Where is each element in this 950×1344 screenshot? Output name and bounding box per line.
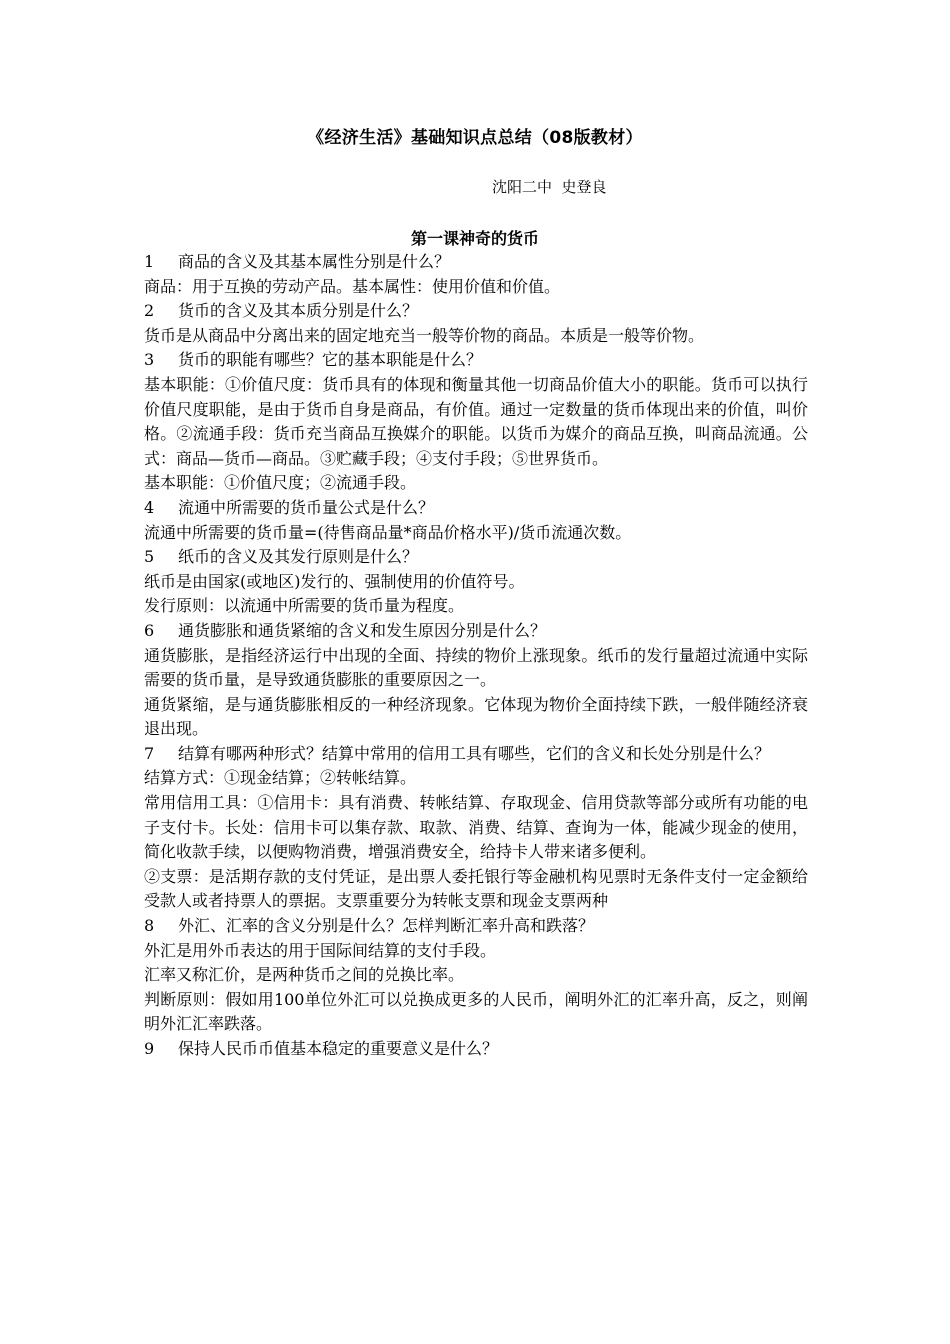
question-text: 商品的含义及其基本属性分别是什么？ (178, 252, 451, 271)
answer-paragraph: 判断原则：假如用100单位外汇可以兑换成更多的人民币，阐明外汇的汇率升高，反之，则阐明外汇汇率跌落。 (144, 989, 808, 1034)
answer-paragraph: 通货膨胀，是指经济运行中出现的全面、持续的物价上涨现象。纸币的发行量超过流通中实际需要的货币量，是导致通货膨胀的重要原因之一。 (144, 645, 808, 690)
question-number: 8 (144, 916, 155, 936)
question-4 (144, 496, 808, 521)
question-text: 纸币的含义及其发行原则是什么？ (178, 547, 419, 567)
question-number: 5 (144, 547, 155, 567)
question-number: 7 (144, 743, 155, 763)
answer-paragraph: 基本职能：①价值尺度；②流通手段。 (144, 473, 417, 493)
answer-paragraph: 汇率又称汇价，是两种货币之间的兑换比率。 (144, 965, 465, 985)
question-number: 1 (144, 252, 155, 271)
answer-paragraph: 通货紧缩，是与通货膨胀相反的一种经济现象。它体现为物价全面持续下跌，一般伴随经济衰退出现。 (144, 694, 808, 739)
answer-paragraph: ②支票：是活期存款的支付凭证，是出票人委托银行等金融机构见票时无条件支付一定金额给受款人或者持票人的票据。支票重要分为转帐支票和现金支票两种 (144, 866, 808, 911)
question-number: 4 (144, 497, 155, 517)
answer-paragraph: 商品：用于互换的劳动产品。基本属性：使用价值和价值。 (144, 276, 561, 296)
document-title: 《经济生活》基础知识点总结（08版教材） (307, 128, 643, 148)
answer-paragraph: 结算方式：①现金结算；②转帐结算。 (144, 768, 417, 788)
question-text: 结算有哪两种形式？结算中常用的信用工具有哪些，它们的含义和长处分别是什么？ (178, 743, 771, 763)
answer-paragraph: 常用信用工具：①信用卡：具有消费、转帐结算、存取现金、信用贷款等部分或所有功能的电子支付卡。长处：信用卡可以集存款、取款、消费、结算、查询为一体，能减少现金的使用，简化收款手续，以便购物消费，增强消费安全，给持卡人带来诸多便利。 (144, 793, 808, 862)
question-text: 通货膨胀和通货紧缩的含义和发生原因分别是什么？ (178, 620, 547, 640)
question-9 (144, 1037, 808, 1062)
answer-paragraph: 纸币是由国家(或地区)发行的、强制使用的价值符号。 (144, 571, 525, 591)
answer-paragraph: 货币是从商品中分离出来的固定地充当一般等价物的商品。本质是一般等价物。 (144, 325, 705, 345)
question-number: 6 (144, 620, 155, 640)
question-3 (144, 348, 808, 373)
answer-paragraph: 发行原则：以流通中所需要的货币量为程度。 (144, 596, 465, 616)
question-7 (144, 742, 808, 767)
answer-paragraph: 流通中所需要的货币量=(待售商品量*商品价格水平)/货币流通次数。 (144, 522, 632, 542)
lesson-title: 第一课神奇的货币 (410, 229, 539, 248)
question-number: 3 (144, 350, 155, 370)
question-1 (144, 250, 808, 275)
question-number: 9 (144, 1039, 155, 1058)
question-8 (144, 914, 808, 939)
question-number: 2 (144, 301, 155, 321)
document-author: 沈阳二中 史登良 (492, 178, 607, 196)
question-6 (144, 619, 808, 644)
question-text: 外汇、汇率的含义分别是什么？怎样判断汇率升高和跌落？ (178, 916, 595, 936)
document-body (144, 250, 808, 1062)
question-text: 保持人民币币值基本稳定的重要意义是什么？ (178, 1039, 499, 1058)
answer-paragraph: 外汇是用外币表达的用于国际间结算的支付手段。 (144, 940, 497, 960)
question-2 (144, 299, 808, 324)
answer-paragraph: 基本职能：①价值尺度：货币具有的体现和衡量其他一切商品价值大小的职能。货币可以执行价值尺度职能，是由于货币自身是商品，有价值。通过一定数量的货币体现出来的价值，叫价格。②流通手段：货币充当商品互换媒介的职能。以货币为媒介的商品互换，叫商品流通。公式：商品—货币—商品。③贮藏手段；④支付手段；⑤世界货币。 (144, 374, 808, 468)
question-text: 货币的含义及其本质分别是什么？ (178, 301, 419, 321)
question-text: 流通中所需要的货币量公式是什么？ (178, 497, 435, 517)
question-5 (144, 545, 808, 570)
question-text: 货币的职能有哪些？它的基本职能是什么？ (178, 350, 483, 370)
